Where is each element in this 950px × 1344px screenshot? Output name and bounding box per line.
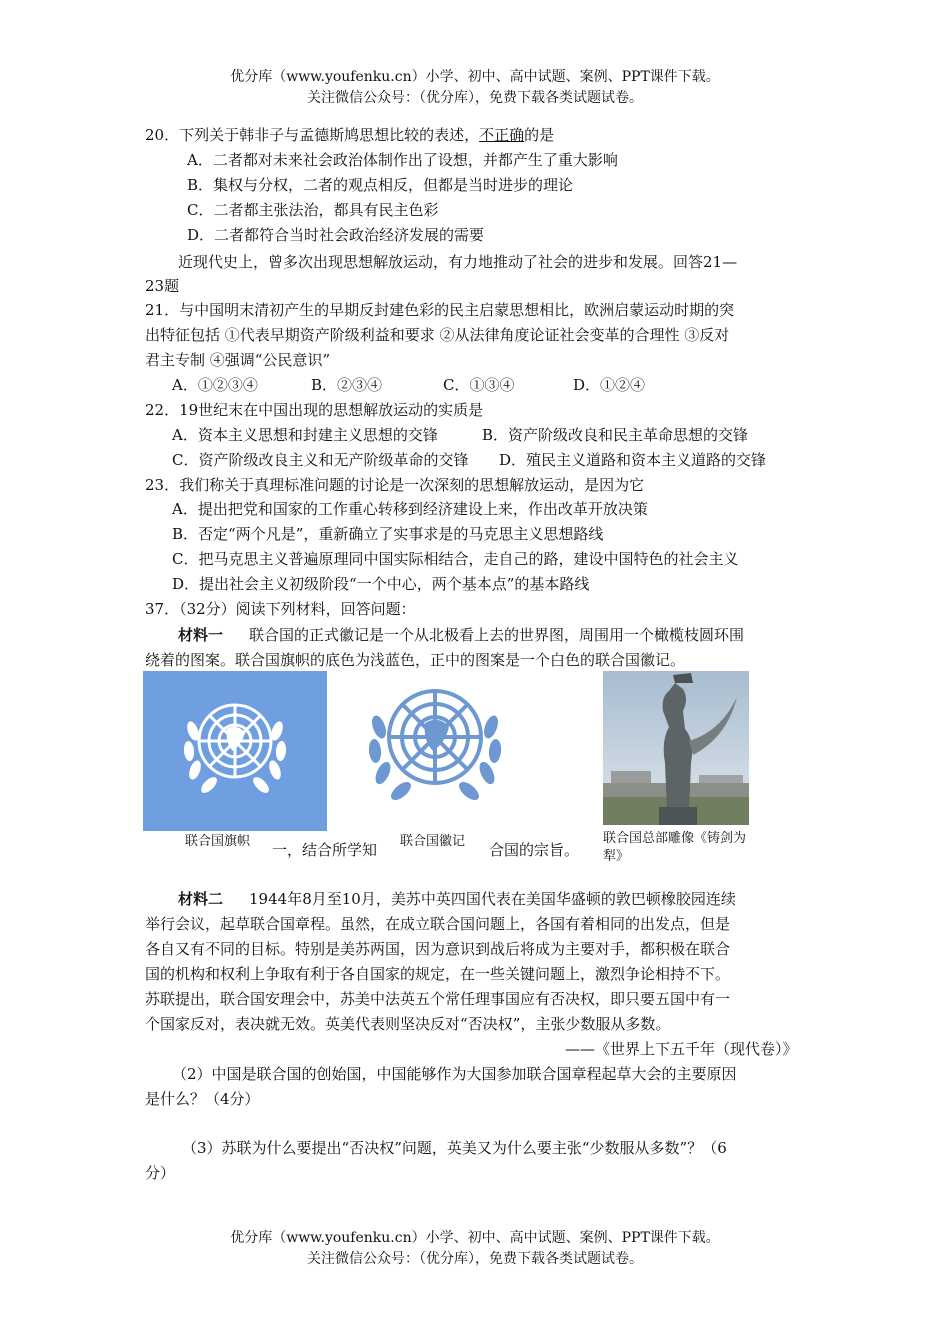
- header-line-2: 关注微信公众号：（优分库），免费下载各类试题试卷。: [307, 90, 643, 106]
- material-1-line-2: 绕着的图案。联合国旗帜的底色为浅蓝色，正中的图案是一个白色的联合国徽记。: [145, 651, 686, 669]
- q20-option-c: C．二者都主张法治，都具有民主色彩: [187, 201, 439, 219]
- question-fragment-2: 合国的宗旨。: [489, 841, 580, 859]
- un-emblem-blue-icon: [355, 671, 515, 831]
- material-2-source: ——《世界上下五千年（现代卷）》: [565, 1040, 798, 1058]
- material-2-title: 材料二: [178, 890, 224, 908]
- q21-option-a: A．①②③④: [172, 376, 258, 394]
- q22-option-a: A．资本主义思想和封建主义思想的交锋: [172, 426, 438, 444]
- q22-option-d: D．殖民主义道路和资本主义道路的交锋: [499, 451, 767, 469]
- header-line-1: 优分库（www.youfenku.cn）小学、初中、高中试题、案例、PPT课件下载。: [230, 69, 720, 85]
- q37-part-2-line-1: （2）中国是联合国的创始国，中国能够作为大国参加联合国章程起草大会的主要原因: [172, 1065, 737, 1083]
- sculpture-photo: [603, 671, 749, 825]
- q20-stem: [145, 123, 554, 148]
- un-flag-image: [143, 671, 327, 831]
- footer-line-1: 优分库（www.youfenku.cn）小学、初中、高中试题、案例、PPT课件下载。: [230, 1230, 720, 1246]
- q21-option-d: D．①②④: [573, 376, 646, 394]
- material-2-text-1: 1944年8月至10月，美苏中英四国代表在美国华盛顿的敦巴顿橡胶园连续: [249, 890, 736, 908]
- sculpture-illustration: [603, 671, 749, 825]
- q23-option-d: D．提出社会主义初级阶段“一个中心，两个基本点”的基本路线: [172, 575, 590, 593]
- q21-option-c: C．①③④: [443, 376, 515, 394]
- question-fragment-1: 一，结合所学知: [272, 841, 378, 859]
- material-2-line-5: 苏联提出，联合国安理会中，苏美中法英五个常任理事国应有否决权，即只要五国中有一: [145, 990, 731, 1008]
- q37-part-3-line-1: （3）苏联为什么要提出“否决权”问题，英美又为什么要主张“少数服从多数”？（6: [182, 1139, 727, 1157]
- intro-line-1: 近现代史上，曾多次出现思想解放运动，有力地推动了社会的进步和发展。回答21—: [178, 253, 738, 271]
- q20-option-a: A．二者都对未来社会政治体制作出了设想，并都产生了重大影响: [187, 151, 618, 169]
- material-2-line-6: 个国家反对，表决就无效。英美代表则坚决反对“否决权”，主张少数服从多数。: [145, 1015, 671, 1033]
- q37-part-2-line-2: 是什么？（4分）: [145, 1090, 260, 1108]
- q21-line-2: 出特征包括 ①代表早期资产阶级利益和要求 ②从法律角度论证社会变革的合理性 ③反对: [145, 326, 730, 344]
- q21-option-b: B．②③④: [311, 376, 383, 394]
- q20-option-d: D．二者都符合当时社会政治经济发展的需要: [187, 226, 485, 244]
- q21-line-3: 君主专制 ④强调“公民意识”: [145, 351, 331, 369]
- caption-sculpture-line-2: 犁》: [603, 849, 630, 864]
- material-2-line-1: [178, 887, 736, 912]
- caption-un-emblem: 联合国徽记: [400, 834, 466, 849]
- q21-line-1: 21．与中国明末清初产生的早期反封建色彩的民主启蒙思想相比，欧洲启蒙运动时期的突: [145, 301, 735, 319]
- q20-option-b: B．集权与分权，二者的观点相反，但都是当时进步的理论: [187, 176, 574, 194]
- q23-stem: 23．我们称关于真理标准问题的讨论是一次深刻的思想解放运动，是因为它: [145, 476, 645, 494]
- material-2-line-4: 国的机构和权利上争取有利于各自国家的规定，在一些关键问题上，激烈争论相持不下。: [145, 965, 731, 983]
- un-emblem-image: [355, 671, 515, 831]
- q20-stem-post: 的是: [524, 126, 555, 144]
- material-2-line-2: 举行会议，起草联合国章程。虽然，在成立联合国问题上，各国有着相同的出发点，但是: [145, 915, 731, 933]
- q23-option-b: B．否定“两个凡是”，重新确立了实事求是的马克思主义思想路线: [172, 525, 604, 543]
- q22-option-b: B．资产阶级改良和民主革命思想的交锋: [482, 426, 749, 444]
- material-1-text-1: 联合国的正式徽记是一个从北极看上去的世界图，周围用一个橄榄枝圆环围: [249, 626, 745, 644]
- footer-line-2: 关注微信公众号：（优分库），免费下载各类试题试卷。: [307, 1251, 643, 1267]
- q37-part-3-line-2: 分）: [145, 1164, 176, 1182]
- q20-stem-underlined: 不正确: [479, 126, 525, 144]
- q23-option-c: C．把马克思主义普遍原理同中国实际相结合，走自己的路，建设中国特色的社会主义: [172, 550, 739, 568]
- caption-sculpture: [603, 830, 746, 866]
- intro-line-2: 23题: [145, 277, 180, 295]
- un-emblem-white-icon: [143, 671, 327, 831]
- caption-sculpture-line-1: 联合国总部雕像《铸剑为: [603, 831, 747, 846]
- material-2-line-3: 各自又有不同的目标。特别是美苏两国，因为意识到战后将成为主要对手，都积极在联合: [145, 940, 731, 958]
- q20-stem-pre: 20．下列关于韩非子与孟德斯鸠思想比较的表述，: [145, 126, 480, 144]
- q23-option-a: A．提出把党和国家的工作重心转移到经济建设上来，作出改革开放决策: [172, 500, 648, 518]
- material-1-title: 材料一: [178, 626, 224, 644]
- material-1-line-1: [178, 623, 744, 648]
- q22-stem: 22．19世纪末在中国出现的思想解放运动的实质是: [145, 401, 484, 419]
- q22-option-c: C．资产阶级改良主义和无产阶级革命的交锋: [172, 451, 469, 469]
- q37-stem: 37．（32分）阅读下列材料，回答问题：: [145, 600, 416, 618]
- caption-un-flag: 联合国旗帜: [185, 834, 251, 849]
